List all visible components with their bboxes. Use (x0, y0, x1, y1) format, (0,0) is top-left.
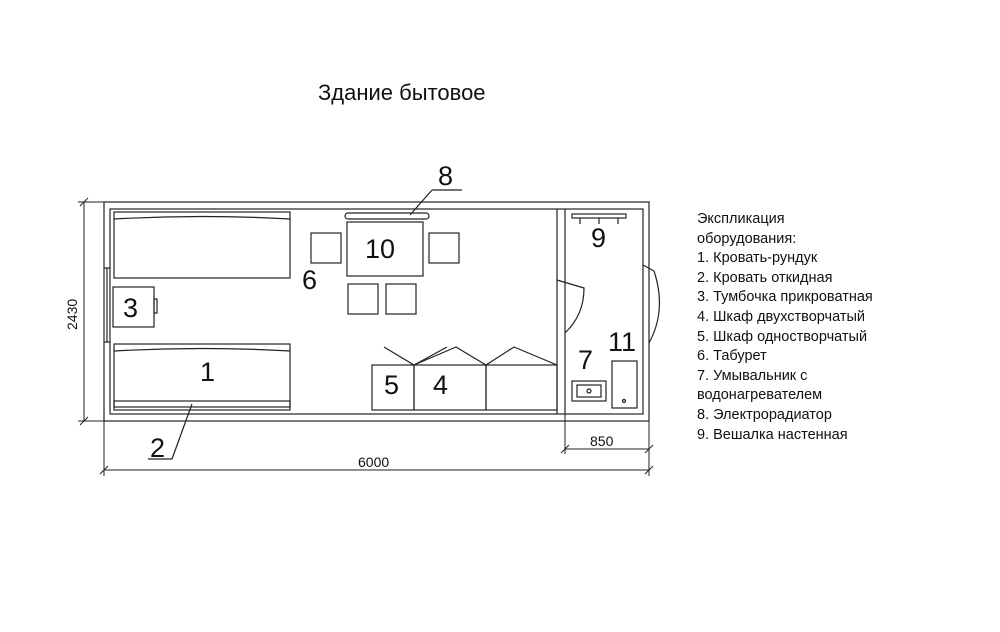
coat-hanger (572, 214, 626, 218)
equipment-legend (697, 210, 873, 445)
label-8: 8 (438, 161, 454, 191)
stool (429, 233, 459, 263)
exterior-door-swing (643, 265, 659, 343)
bed-upper (114, 212, 290, 278)
stool (311, 233, 341, 263)
dimension-small-room: 850 (590, 433, 614, 449)
stool (386, 284, 416, 314)
diagram-title: Здание бытовое (318, 80, 486, 105)
dimension-height: 2430 (64, 298, 80, 330)
radiator (345, 213, 429, 219)
legend-heading: Экспликация (697, 211, 785, 227)
label-11: 11 (608, 327, 637, 357)
water-heater (612, 361, 637, 408)
legend-item: 1. Кровать-рундук (697, 250, 818, 267)
label-4: 4 (433, 370, 449, 400)
legend-heading: оборудования: (697, 230, 797, 247)
legend-item: 5. Шкаф одностворчатый (697, 328, 868, 345)
legend-item: 2. Кровать откидная (697, 269, 833, 286)
legend-item: 7. Умывальник с (697, 367, 808, 384)
legend-item: водонагревателем (697, 387, 823, 404)
label-3: 3 (123, 293, 139, 323)
label-5: 5 (384, 370, 400, 400)
wardrobe-double (414, 365, 486, 410)
legend-item: 3. Тумбочка прикроватная (697, 289, 873, 306)
dimension-width: 6000 (358, 454, 390, 470)
label-1: 1 (200, 357, 216, 387)
label-6: 6 (302, 265, 318, 295)
stool (348, 284, 378, 314)
legend-item: 9. Вешалка настенная (697, 426, 848, 443)
wardrobe-double (486, 365, 557, 410)
legend-item: 6. Табурет (697, 348, 767, 365)
label-9: 9 (591, 223, 607, 253)
label-7: 7 (578, 345, 594, 375)
legend-item: 8. Электрорадиатор (697, 406, 832, 423)
label-10: 10 (365, 234, 396, 264)
label-2: 2 (150, 433, 166, 463)
legend-item: 4. Шкаф двухстворчатый (697, 308, 865, 325)
inner-door-swing (557, 280, 584, 333)
